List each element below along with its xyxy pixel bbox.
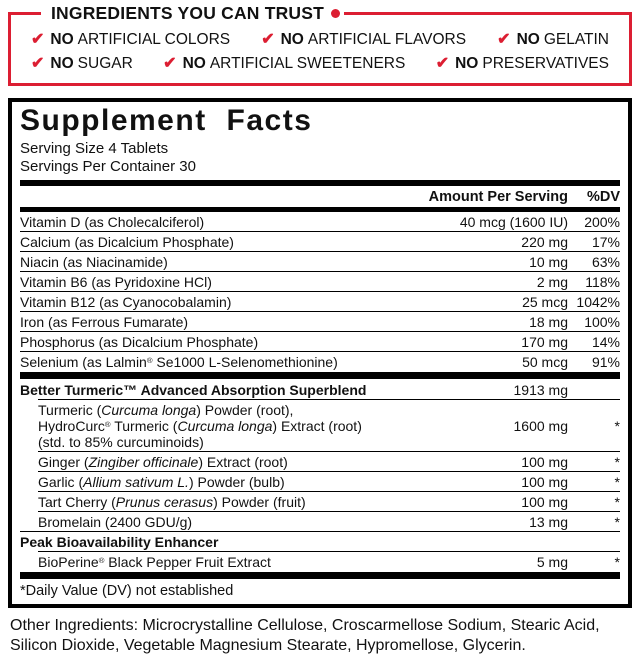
table-row — [38, 511, 620, 531]
table-row — [20, 580, 620, 600]
check-icon: ✔ — [163, 55, 177, 72]
trust-item — [163, 55, 405, 73]
check-icon: ✔ — [261, 31, 275, 48]
table-row — [38, 471, 620, 491]
amount-cell: 1913 mg — [513, 381, 568, 398]
trust-item-label: PRESERVATIVES — [482, 55, 609, 72]
amount-cell: 25 mcg — [522, 293, 568, 310]
dv-cell: 17% — [591, 233, 620, 250]
trust-row — [19, 28, 621, 52]
trust-item — [31, 55, 133, 73]
trust-item-label: SUGAR — [77, 55, 133, 72]
ingredient-name: *Daily Value (DV) not established — [20, 583, 234, 600]
header-dv: %DV — [586, 189, 620, 206]
amount-cell: 220 mg — [521, 233, 568, 250]
ingredient-name: Vitamin D (as Cholecalciferol) — [20, 213, 205, 230]
table-row — [20, 380, 620, 399]
trust-item-label: ARTIFICIAL FLAVORS — [307, 31, 467, 48]
trust-row — [19, 52, 621, 76]
dv-cell: * — [614, 513, 620, 530]
table-row — [20, 531, 620, 551]
ingredient-name: Niacin (as Niacinamide) — [20, 253, 168, 270]
divider-bar — [20, 572, 620, 579]
amount-cell: 100 mg — [521, 473, 568, 490]
trust-item-no: NO — [516, 31, 540, 48]
table-row — [20, 311, 620, 331]
table-row — [20, 251, 620, 271]
trust-title-text: INGREDIENTS YOU CAN TRUST — [51, 3, 325, 23]
facts-rows — [20, 212, 620, 600]
dv-cell: 100% — [584, 313, 620, 330]
trust-item-label: ARTIFICIAL COLORS — [77, 31, 231, 48]
ingredient-name: Bromelain (2400 GDU/g) — [38, 513, 193, 530]
ingredient-name: Selenium (as Lalmin® Se1000 L-Selenomethionine) — [20, 353, 338, 370]
dv-cell: 118% — [585, 273, 620, 290]
ingredient-name: Peak Bioavailability Enhancer — [20, 533, 219, 550]
trust-box — [8, 3, 632, 86]
check-icon: ✔ — [435, 55, 450, 72]
ingredient-name: Turmeric (Curcuma longa) Powder (root), HydroCurc® Turmeric (Curcuma longa) Extract (root) (std. to 85% curcuminoids) — [38, 401, 362, 450]
ingredient-name: Iron (as Ferrous Fumarate) — [20, 313, 189, 330]
amount-cell: 50 mcg — [522, 353, 568, 370]
trust-item — [261, 31, 466, 49]
amount-cell: 40 mcg (1600 IU) — [459, 213, 568, 230]
ingredient-name: Ginger (Zingiber officinale) Extract (root) — [38, 453, 288, 470]
amount-cell: 5 mg — [536, 553, 568, 570]
ingredient-name: Tart Cherry (Prunus cerasus) Powder (fruit) — [38, 493, 306, 510]
trust-item — [436, 55, 609, 73]
dv-cell: 63% — [591, 253, 620, 270]
dv-cell: * — [614, 473, 620, 490]
trust-item-no: NO — [280, 31, 304, 48]
table-row — [20, 351, 620, 371]
dv-cell: 91% — [591, 353, 620, 370]
red-dot-icon — [331, 9, 340, 18]
table-row — [38, 491, 620, 511]
table-row — [20, 212, 620, 231]
trust-item-no: NO — [182, 55, 206, 72]
table-row — [20, 291, 620, 311]
supplement-facts-panel — [8, 98, 632, 608]
ingredient-name: Phosphorus (as Dicalcium Phosphate) — [20, 333, 259, 350]
dv-cell: 200% — [584, 213, 620, 230]
divider-bar — [20, 372, 620, 379]
table-row — [20, 331, 620, 351]
table-row — [20, 231, 620, 251]
trust-item-no: NO — [455, 55, 479, 72]
check-icon: ✔ — [31, 55, 45, 72]
ingredient-name: Vitamin B6 (as Pyridoxine HCl) — [20, 273, 212, 290]
dv-cell: * — [614, 553, 620, 570]
other-ingredients: Other Ingredients: Microcrystalline Cellulose, Croscarmellose Sodium, Stearic Acid, Silicon Dioxide, Vegetable Magnesium Stearate, Hypromellose, Glycerin. — [10, 617, 600, 655]
trust-item — [31, 31, 230, 49]
amount-cell: 100 mg — [521, 453, 568, 470]
amount-cell: 10 mg — [529, 253, 568, 270]
trust-item — [497, 31, 609, 49]
trust-item-label: GELATIN — [543, 31, 609, 48]
trust-item-no: NO — [50, 31, 74, 48]
servings-per-container: Servings Per Container 30 — [20, 158, 196, 176]
amount-cell: 13 mg — [529, 513, 568, 530]
dv-cell: 1042% — [576, 293, 620, 310]
check-icon: ✔ — [31, 31, 45, 48]
amount-cell: 18 mg — [529, 313, 568, 330]
amount-cell: 170 mg — [521, 333, 568, 350]
header-amount: Amount Per Serving — [428, 189, 568, 206]
check-icon: ✔ — [497, 31, 511, 48]
serving-size: Serving Size 4 Tablets — [20, 140, 169, 158]
dv-cell: 14% — [591, 333, 620, 350]
dv-cell: * — [614, 417, 620, 434]
dv-cell: * — [614, 453, 620, 470]
ingredient-name: Better Turmeric™ Advanced Absorption Superblend — [20, 381, 367, 398]
amount-cell: 2 mg — [536, 273, 568, 290]
table-header — [20, 186, 620, 207]
trust-item-label: ARTIFICIAL SWEETENERS — [209, 55, 406, 72]
ingredient-name: Garlic (Allium sativum L.) Powder (bulb) — [38, 473, 285, 490]
ingredient-name: BioPerine® Black Pepper Fruit Extract — [38, 553, 271, 570]
trust-item-no: NO — [50, 55, 74, 72]
ingredient-name: Vitamin B12 (as Cyanocobalamin) — [20, 293, 232, 310]
table-row — [20, 271, 620, 291]
table-row — [38, 399, 620, 451]
panel-title: Supplement Facts — [20, 104, 313, 137]
ingredient-name: Calcium (as Dicalcium Phosphate) — [20, 233, 234, 250]
table-row — [38, 451, 620, 471]
trust-box-title — [41, 3, 344, 24]
table-row — [38, 551, 620, 571]
amount-cell: 100 mg — [521, 493, 568, 510]
dv-cell: * — [614, 493, 620, 510]
amount-cell: 1600 mg — [513, 417, 568, 434]
